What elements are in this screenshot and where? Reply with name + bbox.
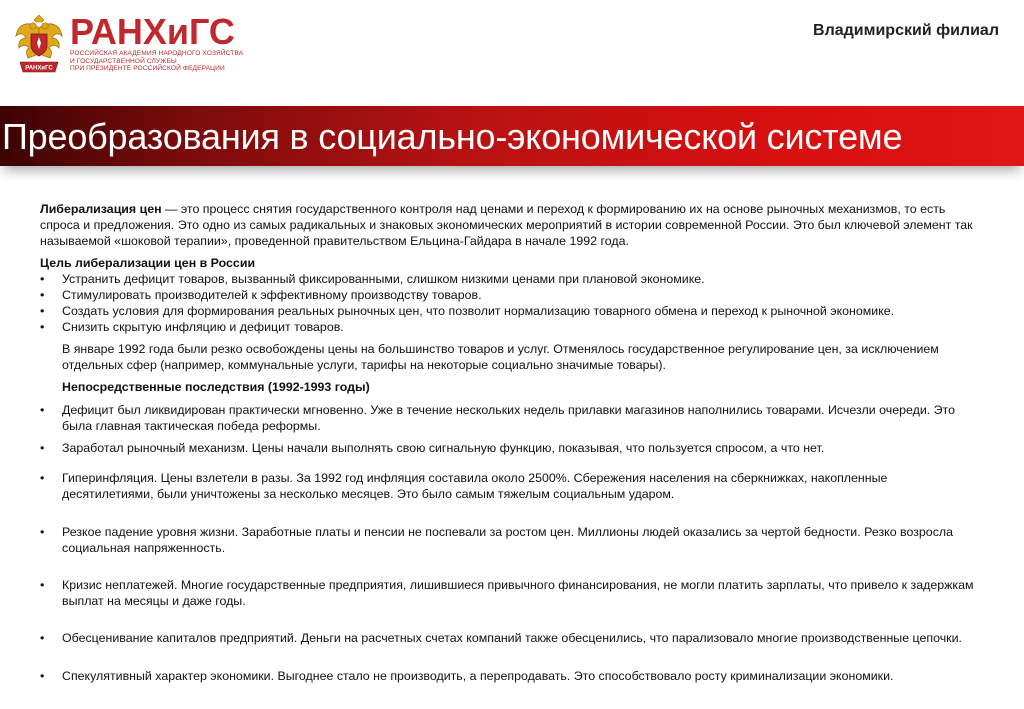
ranepa-logo — [14, 11, 244, 82]
double-headed-eagle-emblem-icon — [14, 14, 64, 78]
effect-item: • Кризис неплатежей. Многие государственные предприятия, лишившиеся привычного финансирования, не могли платить зарплаты, что привело к задержкам выплат на месяцы и даже годы. — [40, 577, 980, 609]
logo-line-1: РОССИЙСКАЯ АКАДЕМИЯ НАРОДНОГО ХОЗЯЙСТВА — [70, 50, 244, 57]
effects-title: Непосредственные последствия (1992-1993 годы) — [62, 380, 370, 394]
goals-list — [40, 271, 980, 335]
emblem-ribbon-text: РАНХиГС — [25, 65, 53, 72]
slide-content — [40, 201, 980, 684]
goal-item: • Стимулировать производителей к эффективному производству товаров. — [40, 287, 980, 303]
effect-item: • Заработал рыночный механизм. Цены начали выполнять свою сигнальную функцию, показывая, что пользуется спросом, а что нет. — [40, 440, 980, 456]
effect-item: • Дефицит был ликвидирован практически мгновенно. Уже в течение нескольких недель прилавки магазинов наполнились товарами. Исчезли очереди. Это была главная тактическая победа реформы. — [40, 402, 980, 434]
goal-item: • Снизить скрытую инфляцию и дефицит товаров. — [40, 319, 980, 335]
title-banner — [0, 106, 1024, 166]
intro-text: — это процесс снятия государственного контроля над ценами и переход к формированию их на основе рыночных механизмов, то есть спроса и предложения. Это одно из самых радикальных и знаковых экономических мероприятий в истории современной России. Это был ключевой элемент так называемой «шоковой терапии», проведенной правительством Ельцина-Гайдара в начале 1992 года. — [40, 202, 973, 248]
goal-item: • Создать условия для формирования реальных рыночных цен, что позволит нормализацию товарного обмена и переход к рыночной экономике. — [40, 303, 980, 319]
slide-title: Преобразования в социально-экономической системе — [2, 116, 903, 157]
branch-name: Владимирский филиал — [813, 22, 999, 39]
logo-line-3: ПРИ ПРЕЗИДЕНТЕ РОССИЙСКОЙ ФЕДЕРАЦИИ — [70, 65, 225, 73]
effect-item: • Спекулятивный характер экономики. Выгоднее стало не производить, а перепродавать. Это способствовало росту криминализации экономики. — [40, 668, 980, 684]
intro-term: Либерализация цен — [40, 202, 162, 216]
goals-title: Цель либерализации цен в России — [40, 256, 256, 270]
effect-item: • Резкое падение уровня жизни. Заработные платы и пенсии не поспевали за ростом цен. Миллионы людей оказались за чертой бедности. Резко возросла социальная напряженность. — [40, 524, 980, 556]
logo-title: РАНХиГС — [70, 11, 235, 52]
effect-item: • Гиперинфляция. Цены взлетели в разы. За 1992 год инфляция составила около 2500%. Сбережения населения на сберкнижках, накопленные десятилетиями, были уничтожены за несколько месяцев. Это было самым тяжелым социальным ударом. — [40, 470, 980, 502]
logo-line-2: И ГОСУДАРСТВЕННОЙ СЛУЖБЫ — [70, 57, 177, 65]
intro-paragraph — [40, 201, 980, 249]
goal-item: • Устранить дефицит товаров, вызванный фиксированными, слишком низкими ценами при плановой экономике. — [40, 271, 980, 287]
effect-item: • Обесценивание капиталов предприятий. Деньги на расчетных счетах компаний также обесценились, что парализовало многие производственные цепочки. — [40, 630, 980, 646]
effects-list — [40, 402, 980, 684]
release-paragraph: В январе 1992 года были резко освобождены цены на большинство товаров и услуг. Отменялось государственное регулирование цен, за исключением отдельных сфер (например, коммунальные услуги, тарифы на некоторые социально значимые товары). — [62, 342, 939, 372]
